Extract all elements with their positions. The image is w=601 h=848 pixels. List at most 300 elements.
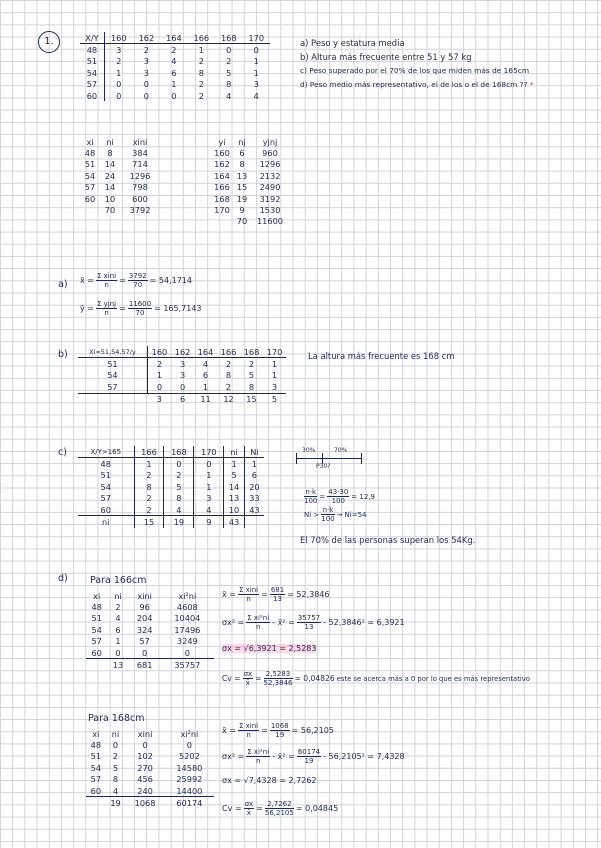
table-cell: 2 — [115, 602, 121, 613]
table-total-row — [86, 659, 214, 671]
numerator: Σ xini — [238, 586, 259, 594]
table-cell: 0 — [171, 381, 194, 393]
table-cell: 160 — [214, 148, 230, 159]
table-cell: 384 — [132, 148, 148, 159]
table-cell: 5 — [248, 370, 255, 381]
table-cell: 1068 — [134, 798, 156, 809]
table-cell: 8 — [225, 370, 232, 381]
table-cell: 54 — [80, 67, 104, 78]
main-table — [80, 32, 270, 101]
question-b: b) Altura más frecuente entre 51 y 57 kg — [300, 52, 472, 62]
table-cell: 54 — [78, 481, 134, 492]
table-cell: 6 — [171, 67, 177, 78]
part1-sd — [222, 644, 316, 653]
numerator: 35757 — [297, 614, 321, 622]
table-cell: 0 — [143, 79, 150, 90]
part2-title: Para 168cm — [88, 713, 145, 724]
table-cell: xini — [137, 728, 153, 739]
table-cell: 57 — [84, 182, 96, 193]
fraction — [243, 670, 254, 687]
table-cell: 8 — [164, 493, 194, 504]
table-cell: 25992 — [176, 774, 203, 785]
sd-text: σx = √6,3921 = 2,5283 — [222, 644, 317, 653]
table-cell: 2 — [198, 90, 204, 101]
table-cell: 48 — [84, 148, 96, 159]
table-cell: 19 — [110, 798, 121, 809]
table-cell: 102 — [137, 751, 153, 762]
denominator: 70 — [133, 281, 143, 289]
table-row — [86, 601, 214, 612]
table-cell: 0 — [129, 647, 161, 659]
formula-result: = 165,7143 — [154, 304, 202, 313]
table-cell: 4 — [226, 90, 232, 101]
equals: = — [119, 304, 126, 313]
table-cell: 6 — [115, 624, 121, 635]
table-cell: 166 — [217, 346, 240, 358]
formula-result: = 54,1714 — [149, 276, 192, 285]
table-row — [80, 159, 160, 170]
part1-variance — [222, 614, 405, 631]
table-cell: 15 — [236, 182, 248, 193]
percentile-calc — [304, 488, 375, 505]
table-cell: 1 — [271, 359, 278, 370]
section-a-label: a) — [58, 279, 68, 290]
table-cell: 3792 — [129, 205, 151, 216]
fraction — [270, 586, 285, 603]
denominator: n — [246, 595, 251, 603]
table-cell: 13 — [224, 493, 245, 504]
table-cell: xi — [86, 136, 94, 147]
percentile-diagram — [296, 446, 364, 472]
table-cell: 10404 — [174, 613, 201, 624]
fraction — [246, 748, 270, 765]
table-cell: 4 — [106, 785, 126, 797]
table-cell: 2132 — [259, 170, 281, 181]
table-cell: 798 — [132, 182, 148, 193]
table-cell: 6 — [179, 394, 186, 405]
y-marginal-table — [210, 136, 290, 227]
numerator: Σ xi²ni — [247, 614, 270, 622]
equals: = — [319, 492, 326, 501]
numerator: n·k — [305, 488, 317, 496]
denominator: x̄ — [245, 679, 250, 687]
table-row — [80, 193, 160, 204]
table-cell: 0 — [164, 458, 194, 470]
formula-lhs: Cv = — [222, 804, 242, 813]
table-row — [80, 56, 270, 67]
table-row — [78, 493, 264, 504]
table-row — [80, 90, 270, 101]
part1-title: Para 166cm — [90, 575, 147, 586]
question-a: a) Peso y estatura media — [300, 38, 405, 48]
table-cell: 8 — [112, 774, 119, 785]
table-cell: 160 — [147, 346, 171, 358]
table-cell: 12 — [223, 394, 234, 405]
table-row — [210, 147, 290, 158]
diagram-label-left: 30% — [302, 447, 316, 454]
table-row — [78, 481, 264, 492]
table-cell: 4608 — [176, 602, 198, 613]
table-cell: 20 — [249, 481, 260, 492]
table-cell: 3249 — [176, 636, 198, 647]
table-cell: 2 — [116, 56, 122, 67]
problem-number: 1. — [38, 31, 60, 53]
table-cell: 1296 — [259, 159, 281, 170]
diagram-axis — [296, 458, 362, 459]
table-cell: xi — [93, 590, 101, 601]
table-cell: yjnj — [262, 136, 278, 147]
table-cell: 19 — [164, 516, 194, 528]
fraction — [238, 722, 259, 739]
table-cell: 5 — [271, 394, 278, 405]
table-cell: 166 — [214, 182, 230, 193]
table-cell: 168 — [240, 346, 263, 358]
table-cell: 43 — [224, 516, 245, 528]
table-cell: 3 — [143, 56, 150, 67]
table-cell: 1530 — [259, 205, 281, 216]
formula-lhs: Cv = — [222, 674, 241, 683]
table-cell: 1 — [115, 636, 121, 647]
table-cell: ni — [114, 590, 122, 601]
formula-lhs: ȳ = — [80, 304, 94, 313]
table-row — [78, 504, 264, 516]
table-cell: 4 — [164, 504, 194, 516]
table-cell: 57 — [78, 381, 147, 393]
denominator: 100 — [304, 497, 318, 505]
table-cell: 170 — [263, 346, 286, 358]
table-cell: 166 — [188, 32, 215, 44]
numerator: σx — [243, 670, 253, 678]
part2-mean — [222, 722, 334, 739]
table-cell: 54 — [78, 370, 147, 381]
table-cell: 1 — [171, 79, 177, 90]
table-cell: ni — [224, 446, 245, 458]
table-row — [210, 159, 290, 170]
table-cell: xi²ni — [178, 590, 197, 601]
table-cell: 60 — [78, 504, 134, 516]
denominator: 13 — [273, 595, 282, 603]
table-cell: 51 — [80, 56, 104, 67]
table-cell: 60 — [86, 647, 107, 659]
table-cell: 681 — [136, 660, 153, 671]
table-cell: 3 — [253, 79, 259, 90]
table-cell: 54 — [91, 624, 102, 635]
table-cell: 0 — [253, 45, 259, 56]
table-cell: nj — [238, 136, 246, 147]
table-cell: 3 — [143, 67, 150, 78]
table-cell: 0 — [161, 647, 214, 659]
table-header-row — [86, 728, 214, 739]
table-row — [78, 381, 286, 393]
table-cell: 33 — [249, 493, 260, 504]
table-row — [86, 739, 214, 750]
fraction — [246, 614, 270, 631]
table-cell: 14 — [104, 182, 116, 193]
denominator: x̄ — [246, 809, 251, 817]
table-cell: 170 — [214, 205, 230, 216]
table-cell: Xi=51,54,57/y — [78, 346, 147, 358]
table-cell: 3 — [179, 370, 186, 381]
formula-mid: - x̄² = — [272, 752, 295, 761]
table-cell: 0 — [107, 647, 128, 659]
table-cell: 1 — [253, 56, 259, 67]
cv-comment: este se acerca más a 0 por lo que es más representativo — [336, 674, 530, 683]
fraction — [265, 800, 294, 817]
table-cell: 2 — [225, 359, 232, 370]
table-cell: 162 — [214, 159, 230, 170]
formula-result: - 52,3846² = 6,3921 — [323, 618, 405, 627]
table-row — [86, 613, 214, 624]
numerator: Σ xi²ni — [247, 748, 270, 756]
table-cell: X/Y — [80, 32, 104, 44]
table-row — [210, 182, 290, 193]
condition-lhs: Ni > — [304, 510, 320, 519]
denominator: 19 — [304, 757, 314, 765]
table-cell — [210, 216, 234, 227]
table-row — [86, 751, 214, 762]
numerator: n·k — [322, 506, 334, 514]
numerator: 11600 — [128, 300, 152, 308]
numerator: 2,7262 — [265, 800, 294, 809]
table-cell: 54 — [84, 170, 96, 181]
part2-table — [86, 728, 214, 809]
table-cell: xi — [92, 728, 100, 739]
table-cell: 160 — [104, 32, 132, 44]
table-cell: 24 — [104, 170, 116, 181]
table-cell: 0 — [171, 90, 177, 101]
table-cell: ni — [111, 728, 120, 739]
table-cell: 48 — [80, 44, 104, 56]
table-cell: 456 — [137, 774, 153, 785]
table-cell: 168 — [164, 446, 194, 458]
table-cell: 11 — [200, 394, 211, 405]
table-cell: 60 — [80, 90, 104, 101]
table-cell: 43 — [244, 504, 264, 516]
diagram-tick-right — [361, 453, 362, 464]
table-cell — [86, 659, 107, 671]
fraction — [264, 670, 293, 687]
table-cell: 60174 — [176, 798, 203, 809]
part1-cv — [222, 670, 530, 687]
denominator: 100 — [331, 497, 345, 505]
table-row — [78, 458, 264, 470]
section-b-answer: La altura más frecuente es 168 cm — [308, 351, 455, 361]
question-d — [300, 80, 534, 90]
table-cell: 2 — [171, 45, 177, 56]
numerator: 2,5283 — [264, 670, 293, 679]
table-cell: 1 — [194, 470, 224, 481]
section-b-label: b) — [58, 349, 68, 360]
numerator: 681 — [270, 586, 285, 594]
table-cell: 1 — [156, 370, 163, 381]
fraction — [327, 488, 349, 505]
table-cell: 4 — [171, 56, 177, 67]
table-cell — [80, 204, 100, 215]
formula-result: = 0,04845 — [295, 804, 339, 813]
table-row — [80, 44, 270, 56]
table-cell: 60 — [86, 785, 106, 797]
table-cell: ni — [78, 516, 134, 528]
formula-mid: - x̄² = — [272, 618, 295, 627]
table-row — [80, 182, 160, 193]
table-cell: 17496 — [174, 624, 201, 635]
table-cell: 15 — [246, 394, 257, 405]
table-cell: 1 — [194, 381, 217, 393]
table-cell: 170 — [194, 446, 224, 458]
table-row — [86, 647, 214, 659]
table-cell: 4 — [194, 504, 224, 516]
part1-mean — [222, 586, 330, 603]
table-row — [78, 358, 286, 370]
table-row — [86, 785, 214, 797]
numerator: 60174 — [297, 748, 321, 756]
numerator: Σ xini — [238, 722, 259, 730]
table-cell: 54 — [90, 762, 102, 773]
table-cell: 2 — [198, 56, 204, 67]
table-row — [86, 636, 214, 647]
table-cell — [78, 393, 147, 405]
x-marginal-table — [80, 136, 160, 216]
table-cell: 8 — [239, 159, 245, 170]
section-c-answer: El 70% de las personas superan los 54Kg. — [300, 535, 476, 545]
table-cell: 8 — [198, 67, 204, 78]
numerator: 43·30 — [328, 488, 349, 496]
table-cell: 1 — [198, 45, 204, 56]
table-cell: 0 — [226, 45, 232, 56]
table-cell: 0 — [116, 90, 122, 101]
section-c-table — [78, 446, 264, 528]
equals: = — [256, 804, 263, 813]
table-cell: 51 — [90, 751, 102, 762]
table-cell: 0 — [143, 90, 150, 101]
table-header-row — [78, 446, 264, 458]
table-cell: 6 — [239, 148, 245, 159]
table-cell: 166 — [134, 446, 164, 458]
fraction — [297, 748, 321, 765]
part2-cv — [222, 800, 338, 817]
table-cell — [86, 797, 106, 809]
table-cell: 600 — [132, 193, 148, 204]
condition-result: Ni=54 — [344, 510, 367, 519]
fraction — [128, 272, 148, 289]
table-cell: 5 — [224, 470, 245, 481]
table-cell: 170 — [243, 32, 271, 44]
table-cell: 13 — [236, 170, 248, 181]
table-cell: 51 — [78, 358, 147, 370]
table-cell: 11600 — [256, 216, 284, 227]
table-cell: 57 — [78, 493, 134, 504]
table-cell: 2490 — [259, 182, 281, 193]
table-cell: 15 — [134, 516, 164, 528]
table-cell: 1 — [253, 67, 259, 78]
table-cell: 6 — [251, 470, 258, 481]
table-cell: 3 — [179, 359, 186, 370]
formula-result: = 56,2105 — [291, 726, 334, 735]
table-row — [86, 762, 214, 773]
table-cell: 10 — [104, 193, 116, 204]
table-cell: 19 — [236, 193, 248, 204]
table-cell: 1 — [194, 481, 224, 492]
table-cell: 48 — [91, 602, 102, 613]
table-cell: 2 — [164, 470, 194, 481]
table-header-row — [86, 590, 214, 601]
table-cell: 5202 — [178, 751, 200, 762]
table-cell: 51 — [78, 470, 134, 481]
table-cell: 960 — [262, 148, 278, 159]
fraction — [297, 614, 321, 631]
table-cell: 5 — [226, 67, 232, 78]
formula-result: = 52,3846 — [287, 590, 330, 599]
table-header-row — [80, 136, 160, 147]
table-row — [210, 204, 290, 215]
table-row — [80, 170, 160, 181]
denominator: 70 — [135, 309, 145, 317]
table-cell: 0 — [186, 740, 192, 751]
table-total-row — [78, 393, 286, 405]
table-cell: 9 — [194, 516, 224, 528]
table-cell: 168 — [215, 32, 242, 44]
fraction — [304, 488, 317, 505]
fraction — [96, 300, 117, 317]
table-cell: 164 — [194, 346, 217, 358]
fraction — [96, 272, 117, 289]
table-cell: 48 — [78, 458, 134, 470]
table-cell: 162 — [171, 346, 194, 358]
table-cell: 48 — [90, 740, 102, 751]
denominator: n — [104, 281, 109, 289]
fraction — [238, 586, 259, 603]
table-cell: 0 — [116, 79, 122, 90]
numerator: Σ xini — [96, 272, 117, 280]
table-total-row — [78, 516, 264, 528]
fraction — [321, 506, 334, 523]
table-row — [78, 470, 264, 481]
denominator: n — [256, 623, 261, 631]
table-cell: 0 — [194, 458, 224, 470]
table-cell: 324 — [136, 624, 153, 635]
table-cell: 270 — [137, 762, 153, 773]
denominator: 13 — [304, 623, 314, 631]
table-cell: xini — [137, 590, 152, 601]
equals: = — [255, 674, 262, 683]
table-header-row — [78, 346, 286, 358]
table-cell: 51 — [84, 159, 96, 170]
diagram-label-bottom: P30? — [316, 463, 331, 470]
table-row — [80, 147, 160, 158]
denominator: 19 — [275, 731, 285, 739]
table-cell: 0 — [147, 381, 171, 393]
table-cell: yi — [218, 136, 226, 147]
table-cell: 1 — [251, 459, 258, 470]
table-cell: 2 — [143, 45, 150, 56]
equals: = — [261, 590, 268, 599]
numerator: 1068 — [270, 722, 289, 730]
table-row — [210, 193, 290, 204]
table-cell: 162 — [133, 32, 160, 44]
sd-text: σx = √7,4328 = 2,7262 — [222, 776, 317, 785]
table-cell: 1296 — [129, 170, 151, 181]
table-cell: 8 — [226, 79, 232, 90]
table-cell: 2 — [134, 493, 164, 504]
table-cell: 1 — [116, 67, 122, 78]
table-cell: 70 — [236, 216, 248, 227]
question-d-text: d) Peso medio más representativo, el de los o el de 168cm ?? — [300, 80, 528, 89]
table-cell: 57 — [91, 636, 102, 647]
table-cell: 204 — [136, 613, 153, 624]
red-mark: * — [529, 80, 534, 89]
table-cell: Ni — [244, 446, 264, 458]
arrow: → — [336, 510, 343, 519]
